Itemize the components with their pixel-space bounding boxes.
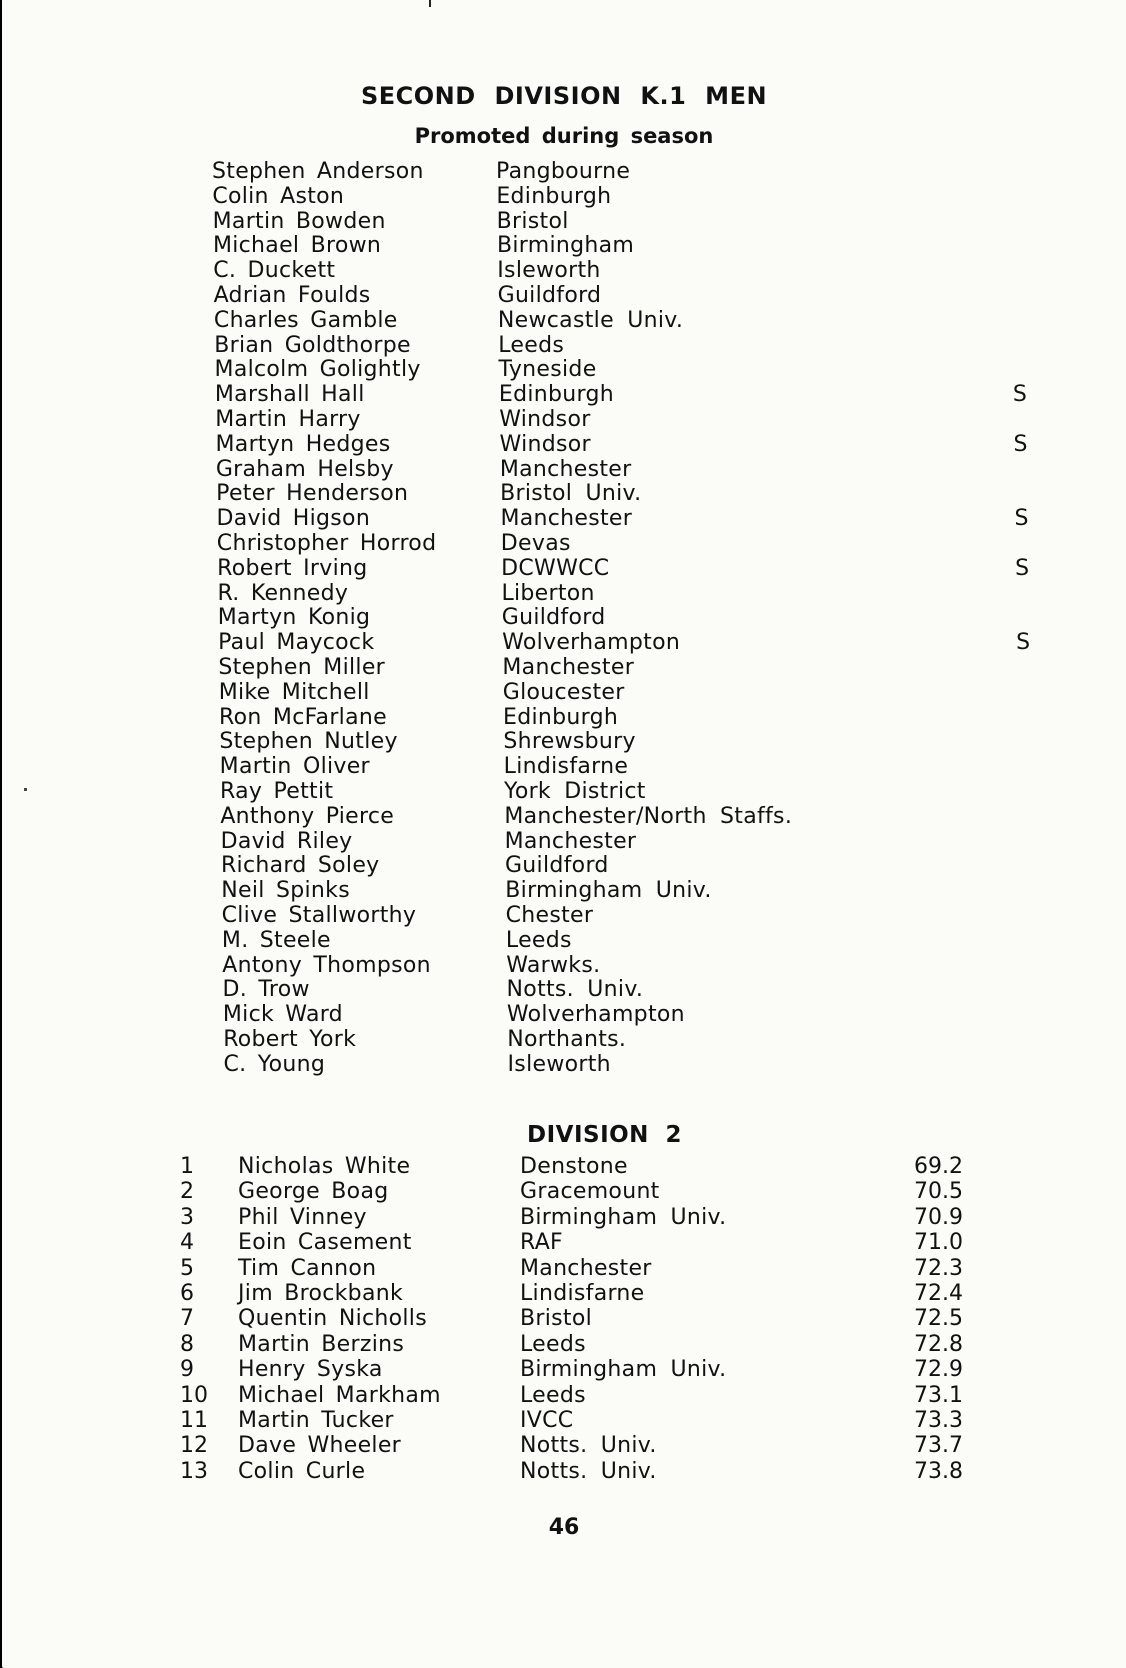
- division-2-results: [180, 1154, 980, 1484]
- list-item: [221, 879, 1051, 904]
- list-item: [217, 532, 1047, 557]
- club-name: Manchester: [504, 828, 637, 854]
- list-item: [218, 656, 1048, 681]
- athlete-name: C. Young: [223, 1051, 326, 1077]
- club-name: Warwks.: [506, 952, 601, 978]
- table-row: [180, 1205, 980, 1230]
- club-name: Shrewsbury: [503, 729, 636, 755]
- list-item: [223, 1003, 1053, 1028]
- club-name: Guildford: [497, 282, 602, 308]
- athlete-name: Mike Mitchell: [218, 679, 370, 705]
- position-number: 3: [180, 1204, 194, 1230]
- club-name: Manchester: [499, 456, 632, 482]
- club-name: Tyneside: [498, 357, 597, 383]
- table-row: [180, 1154, 980, 1179]
- position-number: 7: [180, 1306, 194, 1332]
- club-name: IVCC: [520, 1407, 574, 1433]
- club-name: RAF: [520, 1230, 563, 1256]
- club-name: Windsor: [499, 431, 591, 457]
- club-name: Wolverhampton: [502, 630, 681, 656]
- athlete-name: Michael Markham: [238, 1382, 441, 1408]
- club-name: Leeds: [498, 332, 565, 358]
- result-time: 73.3: [914, 1407, 963, 1433]
- athlete-name: Michael Brown: [212, 233, 382, 259]
- result-time: 72.4: [914, 1280, 963, 1306]
- athlete-name: Mick Ward: [222, 1002, 343, 1028]
- club-name: Chester: [505, 902, 594, 928]
- list-item: [220, 805, 1050, 830]
- promoted-list: [212, 160, 1042, 1077]
- athlete-name: Quentin Nicholls: [238, 1306, 427, 1332]
- athlete-name: Brian Goldthorpe: [214, 332, 411, 358]
- division-2-heading: DIVISION 2: [527, 1122, 682, 1148]
- club-name: Pangbourne: [496, 159, 631, 184]
- athlete-name: Robert York: [223, 1026, 357, 1052]
- club-name: Devas: [500, 530, 571, 556]
- list-item: [216, 433, 1046, 458]
- result-time: 73.1: [914, 1382, 963, 1408]
- athlete-name: R. Kennedy: [217, 580, 349, 606]
- club-name: Gloucester: [502, 679, 625, 705]
- athlete-name: Martin Tucker: [238, 1407, 394, 1433]
- athlete-name: Martin Oliver: [219, 754, 370, 780]
- status-flag: S: [1012, 382, 1027, 408]
- list-item: [224, 1053, 1054, 1078]
- list-item: [220, 780, 1050, 805]
- athlete-name: Antony Thompson: [222, 952, 431, 978]
- club-name: Denstone: [520, 1154, 628, 1179]
- list-item: [221, 830, 1051, 855]
- list-item: [214, 334, 1044, 359]
- section-subtitle: Promoted during season: [414, 124, 714, 148]
- club-name: Bristol: [496, 208, 569, 234]
- result-time: 73.7: [914, 1433, 963, 1459]
- club-name: Isleworth: [507, 1051, 611, 1077]
- list-item: [217, 582, 1047, 607]
- club-name: DCWWCC: [501, 555, 610, 581]
- athlete-name: Dave Wheeler: [238, 1433, 402, 1459]
- list-item: [218, 631, 1048, 656]
- athlete-name: Neil Spinks: [221, 878, 350, 904]
- result-time: 72.9: [914, 1357, 963, 1383]
- athlete-name: Marshall Hall: [214, 382, 365, 408]
- club-name: Northants.: [507, 1026, 627, 1052]
- athlete-name: George Boag: [238, 1179, 389, 1205]
- list-item: [219, 730, 1049, 755]
- result-time: 70.5: [914, 1179, 963, 1205]
- list-item: [214, 309, 1044, 334]
- club-name: Leeds: [520, 1331, 586, 1357]
- result-time: 70.9: [914, 1204, 963, 1230]
- table-row: [180, 1357, 980, 1382]
- athlete-name: Ron McFarlane: [219, 704, 387, 730]
- position-number: 2: [180, 1179, 194, 1205]
- club-name: Guildford: [501, 605, 606, 631]
- athlete-name: Eoin Casement: [238, 1230, 412, 1256]
- page-title: SECOND DIVISION K.1 MEN: [360, 82, 768, 110]
- position-number: 1: [180, 1154, 194, 1179]
- club-name: Notts. Univ.: [520, 1458, 657, 1484]
- club-name: Newcastle Univ.: [497, 307, 684, 333]
- club-name: Birmingham Univ.: [520, 1357, 727, 1383]
- list-item: [218, 606, 1048, 631]
- club-name: Birmingham Univ.: [505, 878, 712, 904]
- result-time: 72.8: [914, 1331, 963, 1357]
- list-item: [216, 458, 1046, 483]
- list-item: [223, 978, 1053, 1003]
- list-item: [213, 234, 1043, 259]
- athlete-name: Stephen Miller: [218, 654, 385, 680]
- athlete-name: Martin Berzins: [238, 1331, 405, 1357]
- athlete-name: Nicholas White: [238, 1154, 411, 1179]
- athlete-name: David Higson: [216, 506, 371, 532]
- result-time: 72.3: [914, 1255, 963, 1281]
- club-name: Lindisfarne: [503, 754, 629, 780]
- result-time: 73.8: [914, 1458, 963, 1484]
- result-time: 72.5: [914, 1306, 963, 1332]
- athlete-name: Phil Vinney: [238, 1204, 367, 1230]
- position-number: 4: [180, 1230, 194, 1256]
- position-number: 6: [180, 1280, 194, 1306]
- athlete-name: Martin Bowden: [212, 208, 386, 234]
- scan-mark: [429, 0, 431, 7]
- list-item: [222, 904, 1052, 929]
- table-row: [180, 1230, 980, 1255]
- athlete-name: Graham Helsby: [215, 456, 394, 482]
- athlete-name: Richard Soley: [220, 853, 380, 879]
- list-item: [213, 210, 1043, 235]
- athlete-name: Peter Henderson: [216, 481, 409, 507]
- list-item: [219, 706, 1049, 731]
- table-row: [180, 1332, 980, 1357]
- club-name: Notts. Univ.: [520, 1433, 657, 1459]
- position-number: 5: [180, 1255, 194, 1281]
- position-number: 13: [180, 1458, 208, 1484]
- athlete-name: Malcolm Golightly: [214, 357, 421, 383]
- club-name: Birmingham: [496, 233, 635, 259]
- athlete-name: Colin Curle: [238, 1458, 366, 1484]
- result-time: 71.0: [914, 1230, 963, 1256]
- club-name: Birmingham Univ.: [520, 1204, 727, 1230]
- scan-speck: [24, 788, 27, 791]
- athlete-name: Stephen Nutley: [219, 729, 398, 755]
- club-name: Wolverhampton: [506, 1002, 685, 1028]
- status-flag: S: [1014, 506, 1029, 532]
- athlete-name: David Riley: [220, 828, 353, 854]
- status-flag: S: [1013, 431, 1028, 457]
- athlete-name: Adrian Foulds: [213, 282, 371, 308]
- table-row: [180, 1256, 980, 1281]
- list-item: [214, 284, 1044, 309]
- list-item: [215, 408, 1045, 433]
- table-row: [180, 1459, 980, 1484]
- athlete-name: M. Steele: [221, 927, 331, 953]
- athlete-name: C. Duckett: [213, 258, 336, 284]
- table-row: [180, 1383, 980, 1408]
- list-item: [212, 185, 1042, 210]
- list-item: [221, 854, 1051, 879]
- list-item: [216, 507, 1046, 532]
- club-name: Bristol: [520, 1306, 593, 1332]
- table-row: [180, 1433, 980, 1458]
- list-item: [220, 755, 1050, 780]
- list-item: [222, 954, 1052, 979]
- position-number: 12: [180, 1433, 208, 1459]
- list-item: [215, 383, 1045, 408]
- result-time: 69.2: [914, 1154, 963, 1179]
- club-name: Notts. Univ.: [506, 977, 644, 1003]
- club-name: Leeds: [505, 927, 572, 953]
- athlete-name: Stephen Anderson: [212, 159, 424, 184]
- list-item: [212, 160, 1042, 185]
- list-item: [217, 557, 1047, 582]
- club-name: Manchester/North Staffs.: [504, 803, 793, 829]
- club-name: Edinburgh: [503, 704, 619, 730]
- club-name: Leeds: [520, 1382, 586, 1408]
- club-name: Manchester: [502, 654, 635, 680]
- club-name: Manchester: [500, 506, 633, 532]
- table-row: [180, 1408, 980, 1433]
- athlete-name: Tim Cannon: [238, 1255, 377, 1281]
- page-number: 46: [548, 1515, 580, 1540]
- position-number: 11: [180, 1407, 208, 1433]
- athlete-name: Christopher Horrod: [216, 530, 437, 556]
- club-name: Windsor: [499, 406, 591, 432]
- table-row: [180, 1306, 980, 1331]
- athlete-name: Martyn Konig: [217, 605, 371, 631]
- athlete-name: Paul Maycock: [218, 630, 375, 656]
- position-number: 10: [180, 1382, 208, 1408]
- club-name: Guildford: [504, 853, 609, 879]
- list-item: [223, 1028, 1053, 1053]
- list-item: [213, 259, 1043, 284]
- club-name: Manchester: [520, 1255, 652, 1281]
- athlete-name: Henry Syska: [238, 1357, 383, 1383]
- list-item: [216, 482, 1046, 507]
- athlete-name: Martin Harry: [215, 406, 361, 432]
- club-name: York District: [504, 778, 646, 804]
- position-number: 8: [180, 1331, 194, 1357]
- athlete-name: Ray Pettit: [220, 778, 334, 804]
- athlete-name: Charles Gamble: [213, 307, 398, 333]
- document-page: [2, 0, 1126, 1668]
- list-item: [219, 681, 1049, 706]
- table-row: [180, 1179, 980, 1204]
- club-name: Liberton: [501, 580, 595, 606]
- club-name: Edinburgh: [498, 382, 614, 408]
- athlete-name: Colin Aston: [212, 183, 345, 209]
- club-name: Gracemount: [520, 1179, 660, 1205]
- club-name: Edinburgh: [496, 183, 612, 209]
- list-item: [222, 929, 1052, 954]
- athlete-name: Robert Irving: [217, 555, 368, 581]
- list-item: [215, 358, 1045, 383]
- athlete-name: Anthony Pierce: [220, 803, 395, 829]
- club-name: Isleworth: [497, 258, 601, 284]
- athlete-name: Jim Brockbank: [238, 1280, 404, 1306]
- table-row: [180, 1281, 980, 1306]
- status-flag: S: [1015, 555, 1030, 581]
- status-flag: S: [1016, 630, 1031, 656]
- athlete-name: Clive Stallworthy: [221, 902, 417, 928]
- club-name: Lindisfarne: [520, 1280, 645, 1306]
- club-name: Bristol Univ.: [500, 481, 642, 507]
- athlete-name: Martyn Hedges: [215, 431, 391, 457]
- athlete-name: D. Trow: [222, 977, 310, 1003]
- position-number: 9: [180, 1357, 194, 1383]
